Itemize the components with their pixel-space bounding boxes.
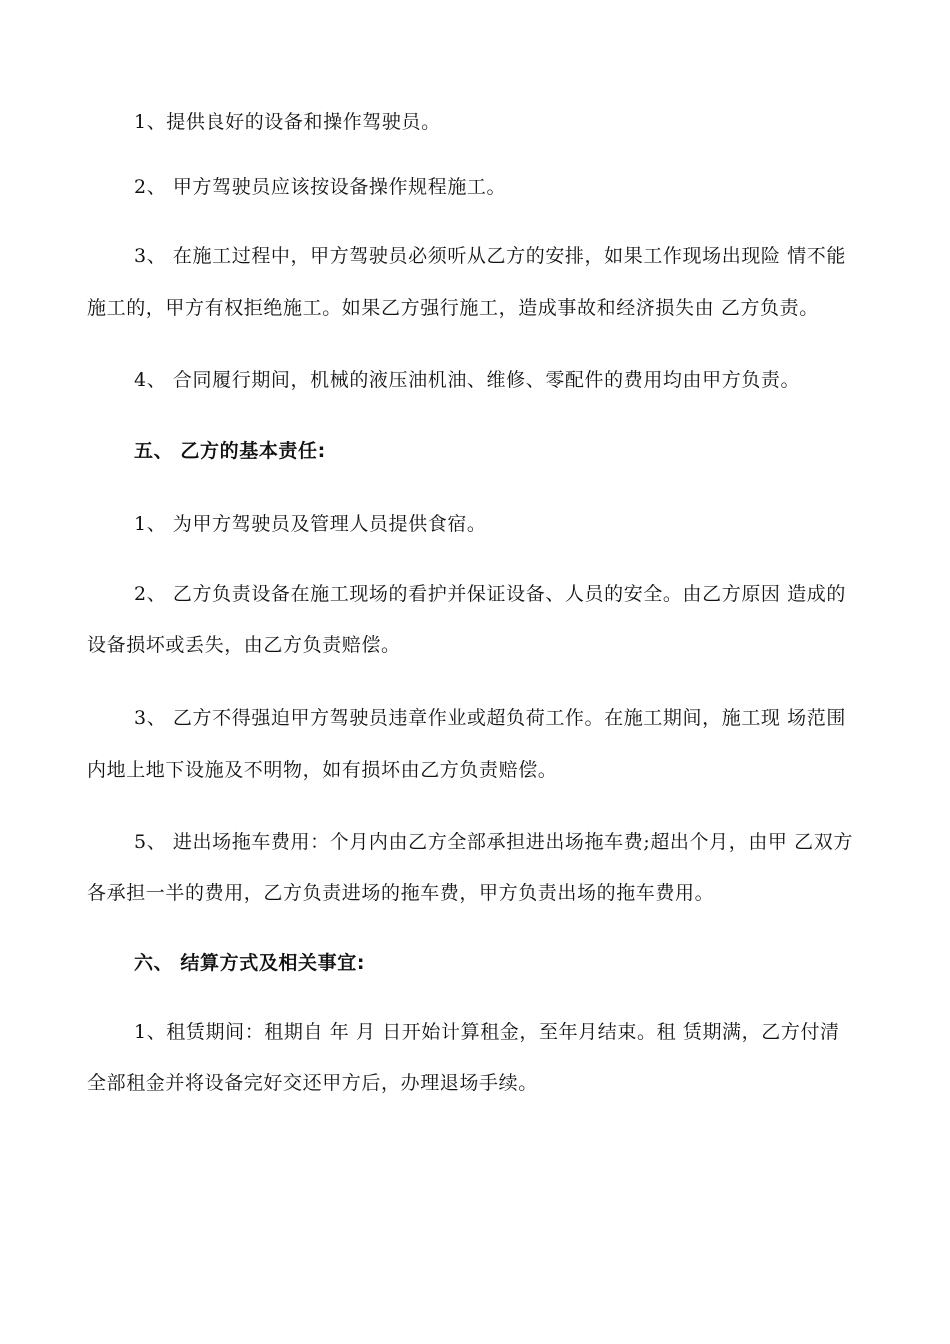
clause-6-1-line-1: 1、租赁期间：租期自 年 月 日开始计算租金，至年月结束。租 赁期满，乙方付清 bbox=[134, 1021, 840, 1043]
clause-6-1-line-2: 全部租金并将设备完好交还甲方后，办理退场手续。 bbox=[87, 1072, 538, 1094]
section-5-heading: 五、 乙方的基本责任: bbox=[134, 440, 326, 462]
clause-5-5-line-2: 各承担一半的费用，乙方负责进场的拖车费，甲方负责出场的拖车费用。 bbox=[87, 882, 715, 904]
clause-5-3-line-2: 内地上地下设施及不明物，如有损坏由乙方负责赔偿。 bbox=[87, 759, 558, 781]
clause-5-2-line-2: 设备损坏或丢失，由乙方负责赔偿。 bbox=[87, 634, 401, 656]
clause-4-2: 2、 甲方驾驶员应该按设备操作规程施工。 bbox=[134, 176, 507, 198]
section-6-heading: 六、 结算方式及相关事宜: bbox=[134, 952, 366, 974]
clause-5-5-line-1: 5、 进出场拖车费用：个月内由乙方全部承担进出场拖车费;超出个月，由甲 乙双方 bbox=[134, 831, 853, 853]
clause-4-3-line-1: 3、 在施工过程中，甲方驾驶员必须听从乙方的安排，如果工作现场出现险 情不能 bbox=[134, 245, 846, 267]
clause-4-3-line-2: 施工的，甲方有权拒绝施工。如果乙方强行施工，造成事故和经济损失由 乙方负责。 bbox=[87, 297, 819, 319]
clause-4-1: 1、提供良好的设备和操作驾驶员。 bbox=[134, 111, 441, 133]
clause-4-4: 4、 合同履行期间，机械的液压油机油、维修、零配件的费用均由甲方负责。 bbox=[134, 369, 801, 391]
clause-5-1: 1、 为甲方驾驶员及管理人员提供食宿。 bbox=[134, 513, 487, 535]
clause-5-3-line-1: 3、 乙方不得强迫甲方驾驶员违章作业或超负荷工作。在施工期间，施工现 场范围 bbox=[134, 707, 846, 729]
clause-5-2-line-1: 2、 乙方负责设备在施工现场的看护并保证设备、人员的安全。由乙方原因 造成的 bbox=[134, 583, 846, 605]
